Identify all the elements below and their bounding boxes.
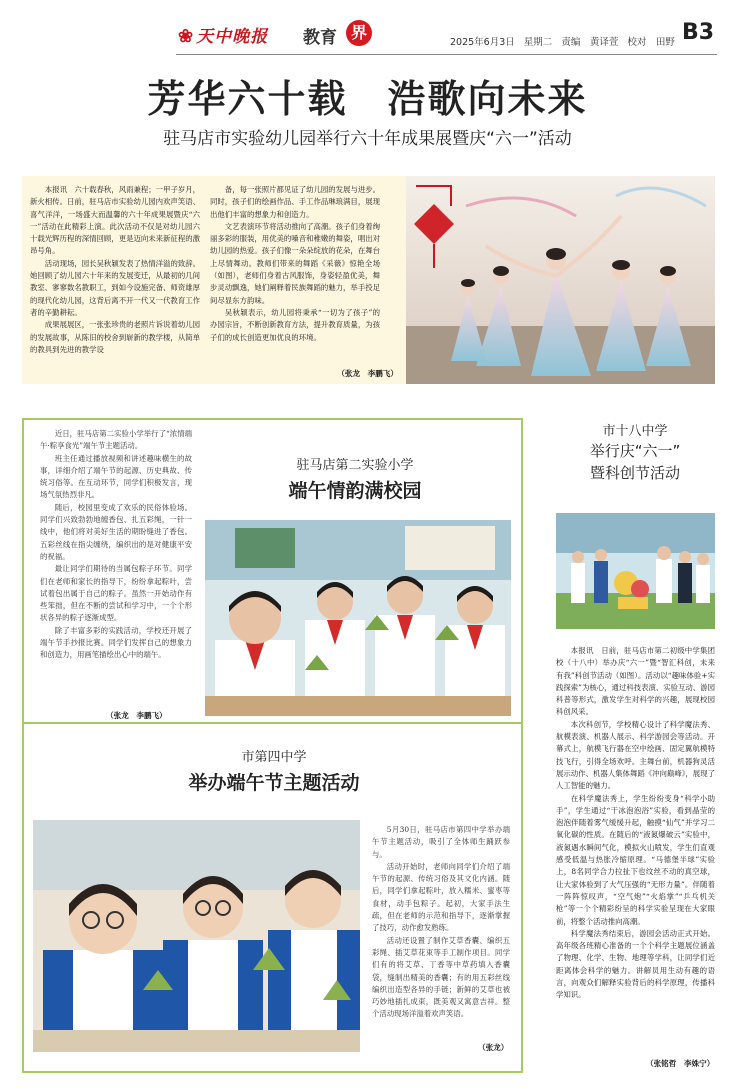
- section-name: 教育: [303, 28, 337, 48]
- classroom-illustration: [205, 520, 511, 716]
- lead-story-column-2: [210, 184, 380, 379]
- students-zongzi-photo: [33, 820, 360, 1052]
- classroom-zongzi-photo: [205, 520, 511, 716]
- story2-body: [40, 428, 192, 710]
- story4-kicker: 市十八中学: [602, 424, 668, 439]
- masthead-logo: [178, 22, 268, 47]
- paragraph: 本次科创节，学校精心设计了科学魔法秀、航模表演、机器人展示、科学游园会等活动。开幕式上，航模飞行器在空中绘画、固定翼航模特技飞行，引得全场欢呼。主舞台前，机器狗灵活展示动作、机器人集体舞蹈《冲向巅峰》，展现了人工智能的魅力。: [556, 719, 715, 791]
- issue-weekday: 星期二: [523, 37, 553, 48]
- paragraph: 活动开始时，老师向同学们介绍了端午节的起源、传统习俗及其文化内涵。随后，同学们拿起粽叶，放入糯米、蜜枣等食材，动手包粽子。起初，大家手法生疏，但在老师的示范和指导下，逐渐掌握了技巧，动作愈发熟练。: [372, 861, 510, 933]
- masthead-title: 天中晚报: [196, 27, 269, 47]
- byline: （张龙 李鹏飞）: [337, 369, 398, 378]
- paragraph: 文艺表演环节将活动推向了高潮。孩子们身着绚丽多彩的服装，用优美的嗓音和稚嫩的舞姿，唱出对幼儿园的热爱。孩子们像一朵朵绽放的花朵，在舞台上尽情舞动。教师们带来的舞蹈《采薇》惊艳全场（如图），老师们身着古风服饰，身姿轻盈优美，舞步灵动飘逸，她们阐释着民族舞蹈的魅力，举手投足间尽显东方韵味。: [210, 221, 380, 305]
- paragraph: 备，每一张照片都见证了幼儿园的发展与进步。同时，孩子们的绘画作品、手工作品琳琅满目，展现出他们丰富的想象力和创造力。: [210, 185, 380, 219]
- story4-title-line-2: 暨科创节活动: [589, 464, 680, 482]
- paragraph: 本报讯 六十载春秋，风雨兼程；一甲子岁月，新火相传。日前，驻马店市实验幼儿园内欢声笑语、喜气洋洋，一场盛大而温馨的六十年成果展暨庆“六一”活动在此精彩上演。此次活动不仅是对幼儿园六十载光辉历程的深情回顾，更是迈向未来新征程的激昂号角。: [30, 185, 200, 256]
- paragraph: 5月30日，驻马店市第四中学举办端午节主题活动，吸引了全体师生踊跃参与。: [372, 825, 510, 859]
- paragraph: 随后，校园里变成了欢乐的民俗体验场。同学们兴致勃勃地缠香包、扎五彩绳，一针一线中，他们将对美好生活的期盼缝进了香包。五彩丝线在指尖缠绕，编织出的是对健康平安的祝福。: [40, 502, 192, 561]
- science-festival-photo: [556, 513, 715, 629]
- story3-title: 举办端午节主题活动: [188, 772, 360, 794]
- story3-kicker: 市第四中学: [241, 750, 307, 765]
- paragraph: 活动还设置了制作艾草香囊、编织五彩绳、插艾草花束等手工制作项目。同学们有的将艾草、丁香等中草药填入香囊袋，缝制出精美的香囊；有的用五彩丝线编织出造型各异的手链；新鲜的艾草也被巧妙地插扎成束，既美观又寓意吉祥。整个活动现场洋溢着欢声笑语。: [372, 935, 510, 1019]
- issue-proofreader: 校对 田野: [627, 37, 675, 48]
- byline: （张龙）: [478, 1043, 509, 1052]
- swirl-logo-icon: ❀: [178, 26, 195, 47]
- dance-performance-photo: [406, 176, 715, 384]
- paragraph: 成果展展区，一张张珍贵的老照片诉说着幼儿园的发展故事，从陈旧的校舍到崭新的教学楼，从简单的教具到先进的教学设: [30, 320, 200, 354]
- issue-meta: [450, 34, 681, 48]
- students-illustration: [33, 820, 360, 1052]
- page-header: [0, 0, 735, 55]
- story3-body: [372, 824, 510, 1046]
- story4-title: [540, 440, 730, 484]
- paragraph: 近日，驻马店第二实验小学举行了“浓情端午·粽享食光”端午节主题活动。: [40, 429, 192, 451]
- box-divider: [22, 722, 523, 724]
- paragraph: 最让同学们期待的当属包粽子环节。同学们在老师和家长的指导下，纷纷拿起粽叶，尝试着包出属于自己的粽子。虽然一开始动作有些笨拙，但在不断的尝试和学习中，一个个形状各异的粽子逐渐成型。: [40, 564, 192, 623]
- story2-title: 端午情韵满校园: [288, 480, 422, 502]
- paragraph: 科学魔法秀结束后，游园会活动正式开始。高年级各班精心准备的一个个科学主题展位涵盖了物理、化学、生物、地理等学科，让同学们近距离体会科学的魅力。讲解员用生动有趣的语言，向观众们解释实验背后的科学原理，传播科学知识。: [556, 928, 715, 1000]
- issue-date: 2025年6月3日: [450, 37, 515, 48]
- lead-story-column-1: [30, 184, 200, 379]
- paragraph: 吴秋颖表示，幼儿园将秉承“一切为了孩子”的办园宗旨，不断创新教育方法，提升教育质量，为孩子们的成长创造更加优良的环境。: [210, 307, 380, 342]
- byline: （张铭哲 李姝宁）: [646, 1059, 715, 1068]
- page-number: B3: [682, 20, 715, 45]
- story4-body: [556, 645, 715, 1050]
- page-subheadline: 驻马店市实验幼儿园举行六十年成果展暨庆“六一”活动: [163, 129, 572, 149]
- paragraph: 班主任通过播放视频和讲述趣味横生的故事，详细介绍了端午节的起源、历史典故、传统习俗等。在互动环节，同学们积极发言，现场气氛热烈非凡。: [40, 453, 192, 500]
- issue-editor: 责编 黄译萱: [561, 37, 619, 48]
- page-headline: 芳华六十载 浩歌向未来: [147, 76, 588, 121]
- paragraph: 在科学魔法秀上，学生纷纷变身“科学小助手”，学生通过“干冰泡泡浴”实验，看到晶莹的泡泡伴随着雾气缓缓升起，触摸“仙气”并学习二氧化碳的性质。在随后的“液氮爆破云”实验中，液氮遇水瞬间气化，模拟火山喷发，学生们直观感受低温与热胀冷缩原理。“马德堡半球”实验上，8名同学合力拉扯下也纹丝不动的真空球，让大家体验到了大气压强的“无形力量”。伴随着一阵阵惊叹声，“空气炮”“火焰掌”“乒乓机关枪”等一个个精彩纷呈的科学实验呈现在大家眼前，将整个活动推向高潮。: [556, 793, 715, 926]
- story2-kicker: 驻马店第二实验小学: [296, 458, 414, 473]
- science-festival-illustration: [556, 513, 715, 629]
- byline: （张龙 李鹏飞）: [106, 711, 167, 720]
- paragraph: 本报讯 日前，驻马店市第二初级中学集团校（十八中）举办庆“六一”暨“智汇科创，未来有我”科创节活动（如图）。活动以“趣味体验+实践探索”为核心，通过科技表演、实验互动、游园科普等形式，激发学生对科学的兴趣，展现校园科创风采。: [556, 646, 715, 717]
- paragraph: 活动现场，园长吴秋颖发表了热情洋溢的致辞。她回顾了幼儿园六十年来的发展变迁，从最初的几间教室、寥寥数名教职工，到如今设施完备、师资雄厚的现代化幼儿园，这背后离不开一代又一代教育工作者的辛勤耕耘。: [30, 258, 200, 317]
- circle-badge-icon: 界: [346, 20, 372, 46]
- header-divider: [176, 54, 717, 55]
- paragraph: 除了丰富多彩的实践活动，学校还开展了端午节手抄报比赛。同学们发挥自己的想象力和创造力，用画笔描绘出心中的端午。: [40, 625, 192, 660]
- story4-title-line-1: 举行庆“六一”: [589, 442, 681, 460]
- dance-performance-illustration: [406, 176, 715, 384]
